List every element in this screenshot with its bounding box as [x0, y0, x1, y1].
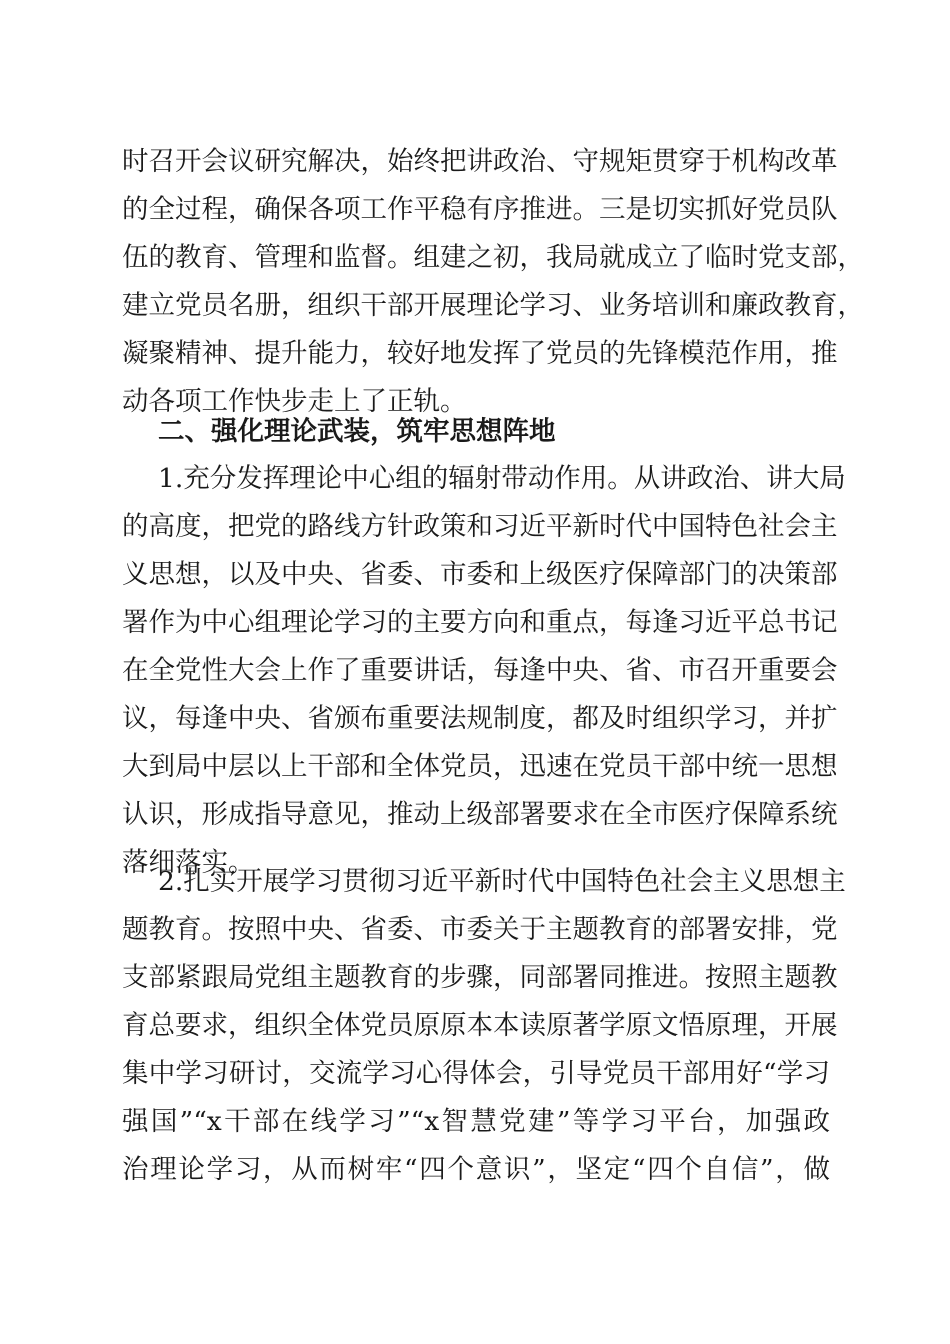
paragraph-line: 建立党员名册，组织干部开展理论学习、业务培训和廉政教育， [122, 290, 864, 321]
paragraph-line: 题教育。按照中央、省委、市委关于主题教育的部署安排，党 [122, 914, 838, 945]
paragraph-line: 支部紧跟局党组主题教育的步骤，同部署同推进。按照主题教 [122, 962, 838, 993]
paragraph-line: 1.充分发挥理论中心组的辐射带动作用。从讲政治、讲大局 [158, 463, 846, 494]
paragraph-line: 强国”“x干部在线学习”“x智慧党建”等学习平台，加强政 [122, 1106, 830, 1137]
paragraph-line: 署作为中心组理论学习的主要方向和重点，每逢习近平总书记 [122, 607, 838, 638]
paragraph-line: 义思想，以及中央、省委、市委和上级医疗保障部门的决策部 [122, 559, 838, 590]
paragraph-line: 动各项工作快步走上了正轨。 [122, 386, 467, 417]
paragraph-line: 的高度，把党的路线方针政策和习近平新时代中国特色社会主 [122, 511, 838, 542]
paragraph-line: 凝聚精神、提升能力，较好地发挥了党员的先锋模范作用，推 [122, 338, 838, 369]
paragraph-line: 议，每逢中央、省颁布重要法规制度，都及时组织学习，并扩 [122, 703, 838, 734]
paragraph-line: 2.扎实开展学习贯彻习近平新时代中国特色社会主义思想主 [158, 866, 846, 897]
paragraph-line: 治理论学习，从而树牢“四个意识”，坚定“四个自信”，做 [122, 1154, 830, 1185]
paragraph-line: 落细落实。 [122, 847, 255, 878]
paragraph-line: 在全党性大会上作了重要讲话，每逢中央、省、市召开重要会 [122, 655, 838, 686]
paragraph-line: 时召开会议研究解决，始终把讲政治、守规矩贯穿于机构改革 [122, 146, 838, 177]
paragraph-line: 集中学习研讨，交流学习心得体会，引导党员干部用好“学习 [122, 1058, 830, 1089]
paragraph-line: 大到局中层以上干部和全体党员，迅速在党员干部中统一思想 [122, 751, 838, 782]
paragraph-line: 育总要求，组织全体党员原原本本读原著学原文悟原理，开展 [122, 1010, 838, 1041]
paragraph-line: 的全过程，确保各项工作平稳有序推进。三是切实抓好党员队 [122, 194, 838, 225]
paragraph-line: 伍的教育、管理和监督。组建之初，我局就成立了临时党支部， [122, 242, 864, 273]
paragraph-line: 认识，形成指导意见，推动上级部署要求在全市医疗保障系统 [122, 799, 838, 830]
section-heading: 二、强化理论武装，筑牢思想阵地 [158, 416, 556, 447]
